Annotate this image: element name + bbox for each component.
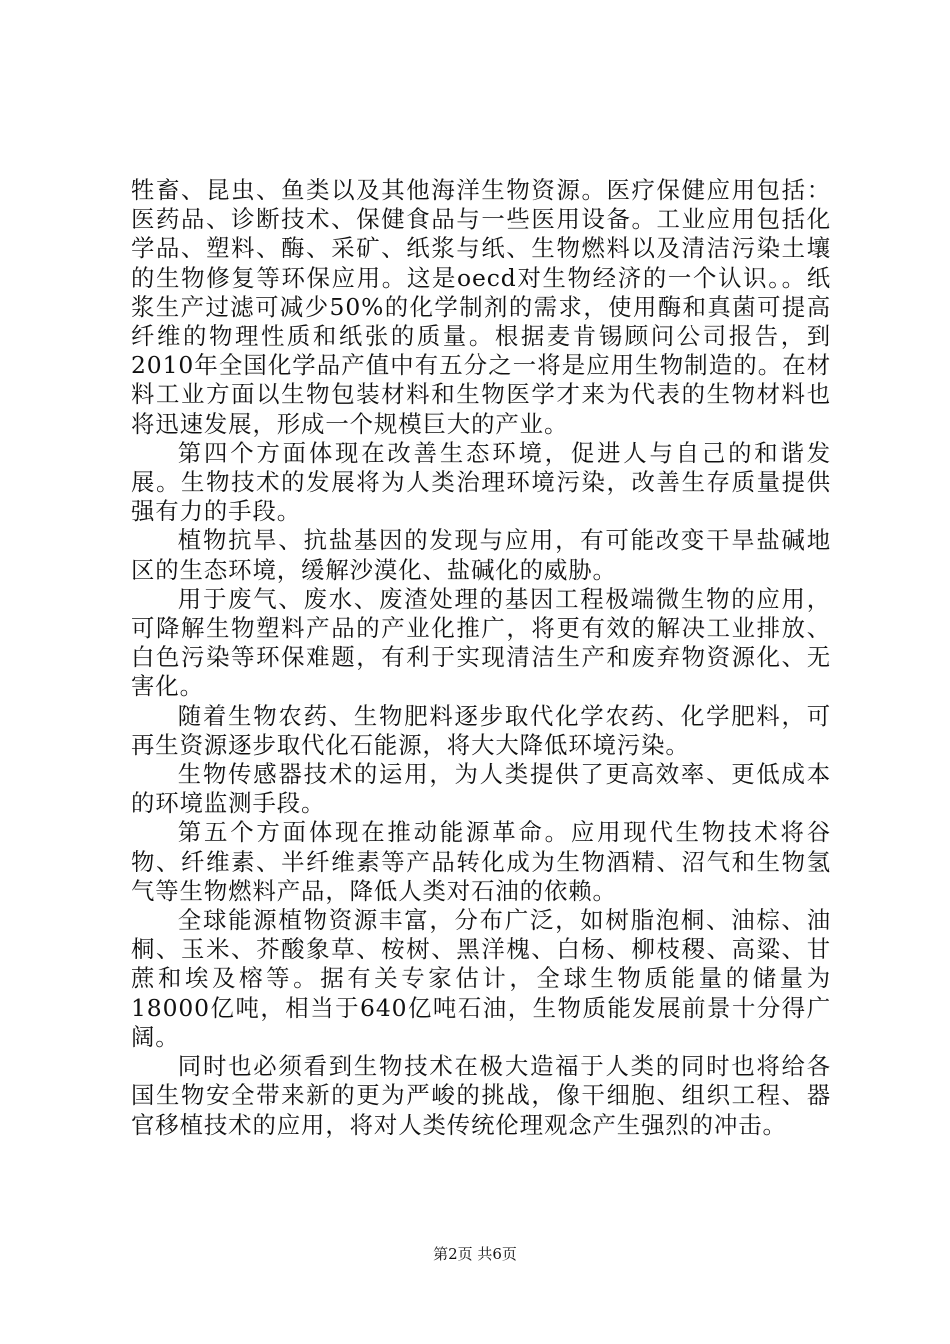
paragraph: 全球能源植物资源丰富，分布广泛，如树脂泡桐、油棕、油桐、玉米、芥酸象草、桉树、黑洋槐、白杨、柳枝稷、高粱、甘蔗和埃及榕等。据有关专家估计，全球生物质能量的储量为18000亿吨，相当于640亿吨石油，生物质能发展前景十分得广阔。 [131,906,831,1051]
paragraph: 牲畜、昆虫、鱼类以及其他海洋生物资源。医疗保健应用包括：医药品、诊断技术、保健食品与一些医用设备。工业应用包括化学品、塑料、酶、采矿、纸浆与纸、生物燃料以及清洁污染土壤的生物修复等环保应用。这是oecd对生物经济的一个认识。。纸浆生产过滤可减少50%的化学制剂的需求，使用酶和真菌可提高纤维的物理性质和纸张的质量。根据麦肯锡顾问公司报告，到2010年全国化学品产值中有五分之一将是应用生物制造的。在材料工业方面以生物包装材料和生物医学才来为代表的生物材料也将迅速发展，形成一个规模巨大的产业。 [131,176,831,438]
paragraph: 第四个方面体现在改善生态环境，促进人与自己的和谐发展。生物技术的发展将为人类治理环境污染，改善生存质量提供强有力的手段。 [131,438,831,526]
paragraph: 随着生物农药、生物肥料逐步取代化学农药、化学肥料，可再生资源逐步取代化石能源，将大大降低环境污染。 [131,701,831,759]
page-number-indicator: 第2页 共6页 [433,1245,517,1263]
paragraph: 生物传感器技术的运用，为人类提供了更高效率、更低成本的环境监测手段。 [131,760,831,818]
paragraph: 同时也必须看到生物技术在极大造福于人类的同时也将给各国生物安全带来新的更为严峻的挑战，像干细胞、组织工程、器官移植技术的应用，将对人类传统伦理观念产生强烈的冲击。 [131,1052,831,1139]
paragraph: 第五个方面体现在推动能源革命。应用现代生物技术将谷物、纤维素、半纤维素等产品转化成为生物酒精、沼气和生物氢气等生物燃料产品，降低人类对石油的依赖。 [131,818,831,905]
page-footer [0,1244,950,1264]
document-body [131,176,831,1140]
paragraph: 用于废气、废水、废渣处理的基因工程极端微生物的应用，可降解生物塑料产品的产业化推广，将更有效的解决工业排放、白色污染等环保难题，有利于实现清洁生产和废弃物资源化、无害化。 [131,584,831,701]
paragraph: 植物抗旱、抗盐基因的发现与应用，有可能改变干旱盐碱地区的生态环境，缓解沙漠化、盐碱化的威胁。 [131,526,831,584]
